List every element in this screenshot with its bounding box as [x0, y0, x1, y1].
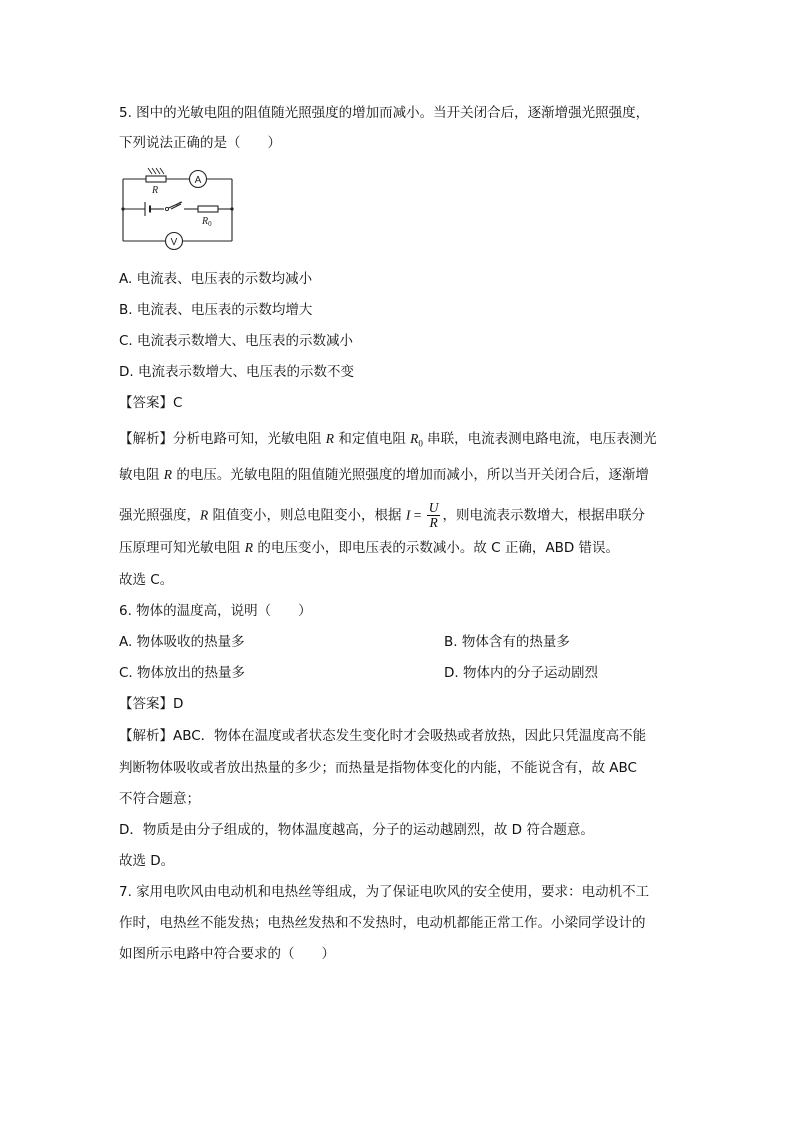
photoresistor-r	[146, 176, 166, 182]
q5-option-c: C. 电流表示数增大、电压表的示数减小	[119, 333, 354, 349]
q5-circuit-diagram	[118, 166, 238, 252]
q6-option-b: B. 物体含有的热量多	[444, 634, 570, 650]
q6-option-a: A. 物体吸收的热量多	[119, 634, 245, 650]
photoresistor-label: R	[152, 185, 159, 196]
q5-analysis-line3: 强光照强度，R 阻值变小，则总电阻变小，根据 I = $\frac{U}{R}$ ，则电流表示数增大，根据串联分	[119, 500, 645, 530]
q5-stem-line1: 5. 图中的光敏电阻的阻值随光照强度的增加而减小。当开关闭合后，逐渐增强光照强度，	[119, 105, 650, 121]
q5-analysis-line1: 【解析】分析电路可知，光敏电阻 R 和定值电阻 $R_0$ 串联，电流表测电路电流，电压表测光	[119, 431, 657, 449]
q6-conclusion: 故选 D。	[119, 853, 175, 869]
q6-option-c: C. 物体放出的热量多	[119, 665, 246, 681]
q5-option-a: A. 电流表、电压表的示数均减小	[119, 271, 313, 287]
ammeter-label: A	[194, 175, 202, 186]
q5-option-b: B. 电流表、电压表的示数均增大	[119, 302, 313, 318]
fixed-resistor-label: $R_0$	[202, 216, 212, 228]
q7-stem-line3: 如图所示电路中符合要求的（ ）	[119, 946, 335, 962]
fixed-resistor-r0	[198, 206, 218, 212]
q5-option-d: D. 电流表示数增大、电压表的示数不变	[119, 364, 354, 380]
q7-stem-line2: 作时，电热丝不能发热；电热丝发热和不发热时，电动机都能正常工作。小梁同学设计的	[119, 915, 646, 931]
voltmeter-label: V	[170, 237, 178, 248]
q5-stem-line2: 下列说法正确的是（ ）	[119, 135, 281, 151]
q6-analysis-line4: D．物质是由分子组成的，物体温度越高，分子的运动越剧烈，故 D 符合题意。	[119, 822, 594, 838]
ohms-law-fraction: $\frac{U}{R}$	[428, 500, 439, 530]
q5-conclusion: 故选 C。	[119, 572, 174, 588]
q6-answer: 【答案】D	[119, 696, 184, 712]
q6-stem: 6. 物体的温度高，说明（ ）	[119, 603, 312, 619]
q7-stem-line1: 7. 家用电吹风由电动机和电热丝等组成，为了保证电吹风的安全使用，要求：电动机不工	[119, 884, 650, 900]
q6-analysis-line3: 不符合题意；	[119, 791, 200, 807]
q6-analysis-line2: 判断物体吸收或者放出热量的多少；而热量是指物体变化的内能，不能说含有，故 ABC	[119, 760, 637, 776]
q5-answer: 【答案】C	[119, 395, 183, 411]
q6-option-d: D. 物体内的分子运动剧烈	[444, 665, 598, 681]
switch-contact	[165, 207, 168, 210]
q5-analysis-line4: 压原理可知光敏电阻 R 的电压变小，即电压表的示数减小。故 C 正确，ABD 错误。	[119, 540, 620, 556]
q5-analysis-line2: 敏电阻 R 的电压。光敏电阻的阻值随光照强度的增加而减小，所以当开关闭合后，逐渐增	[119, 467, 649, 483]
q6-analysis-line1: 【解析】ABC．物体在温度或者状态发生变化时才会吸热或者放热，因此只凭温度高不能	[119, 728, 647, 744]
